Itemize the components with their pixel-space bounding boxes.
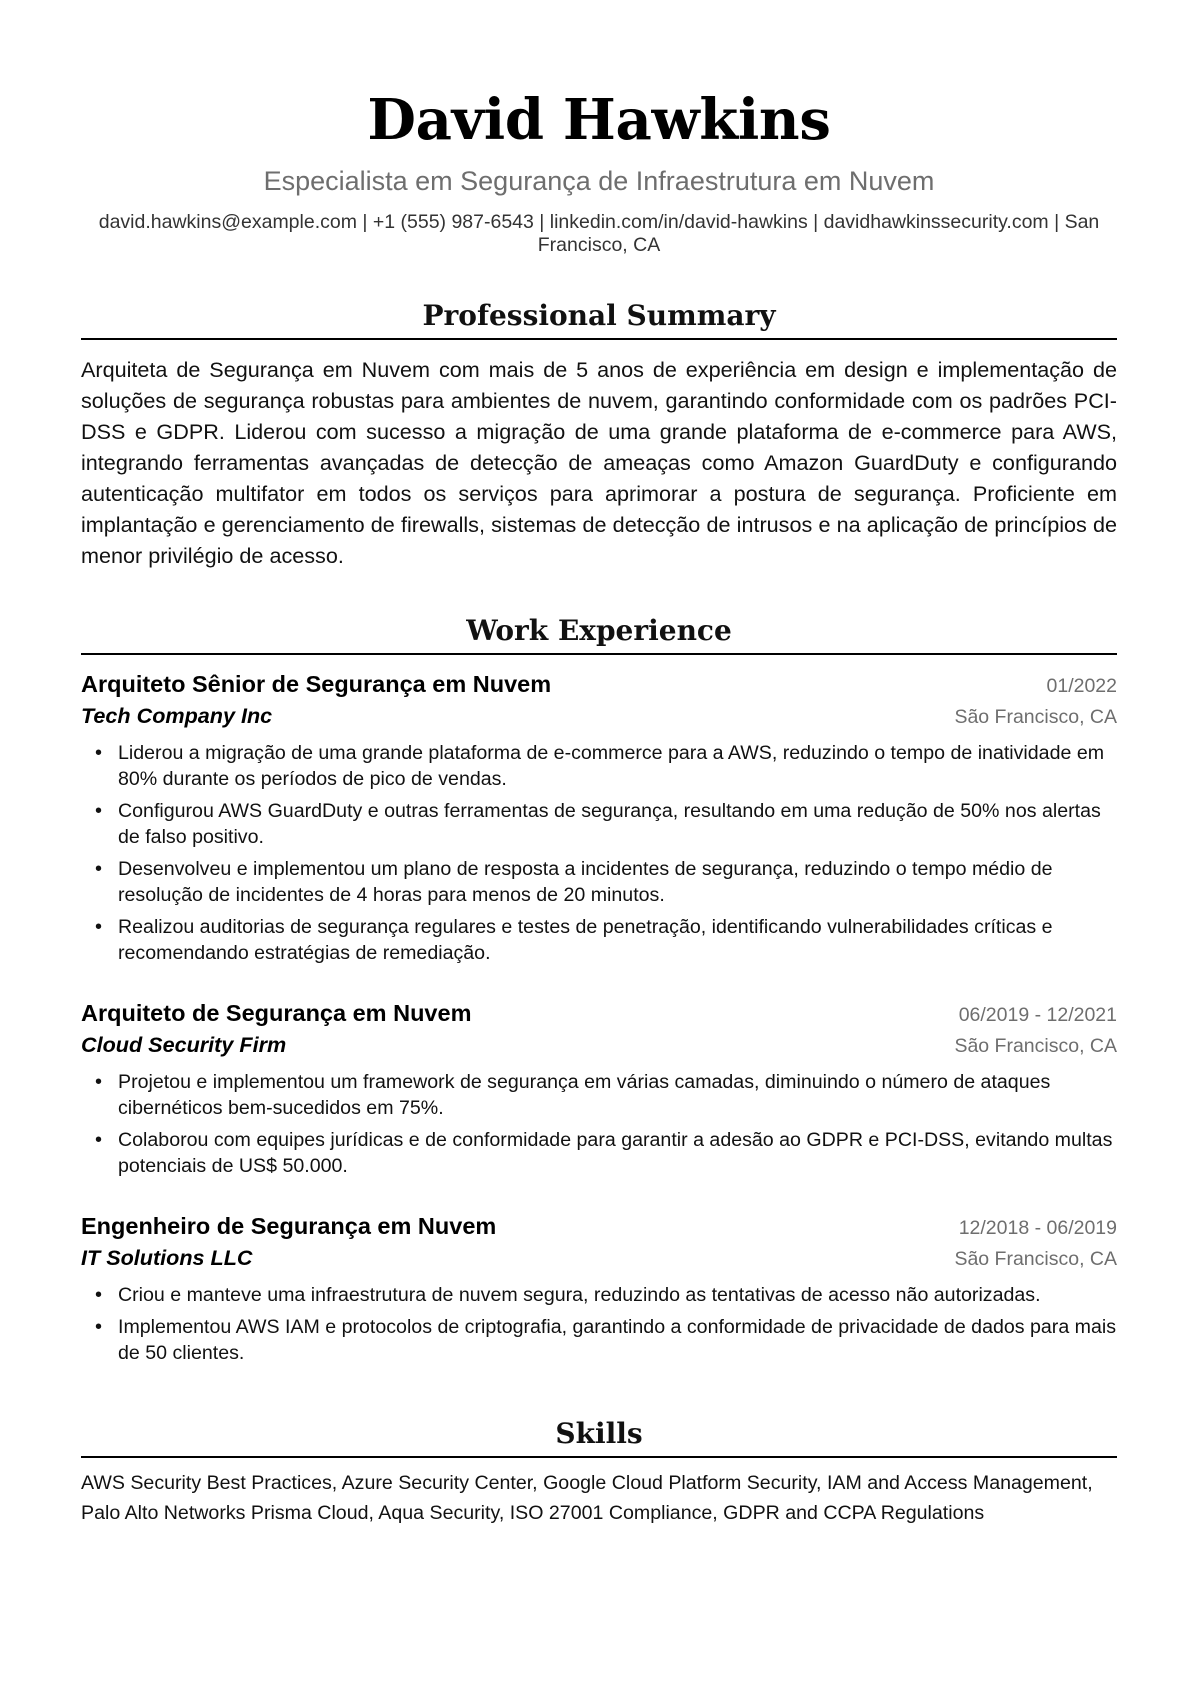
- job-bullets: [81, 1069, 1117, 1179]
- job-date: 01/2022: [1046, 675, 1117, 697]
- job-bullet: • Configurou AWS GuardDuty e outras ferramentas de segurança, resultando em uma redução de 50% nos alertas de falso positivo.: [81, 798, 1117, 850]
- job-location: São Francisco, CA: [954, 1035, 1117, 1057]
- job-bullet: • Implementou AWS IAM e protocolos de criptografia, garantindo a conformidade de privacidade de dados para mais de 50 clientes.: [81, 1314, 1117, 1366]
- contact-line: david.hawkins@example.com | +1 (555) 987-6543 | linkedin.com/in/david-hawkins | davidhawkinssecurity.com | San Francisco, CA: [98, 211, 1100, 256]
- job-date: 12/2018 - 06/2019: [958, 1217, 1117, 1239]
- job-bullets: [81, 740, 1117, 966]
- job-location: São Francisco, CA: [954, 706, 1117, 728]
- job-bullet: • Colaborou com equipes jurídicas e de conformidade para garantir a adesão ao GDPR e PCI-DSS, evitando multas potenciais de US$ 50.000.: [81, 1127, 1117, 1179]
- job-location: São Francisco, CA: [954, 1248, 1117, 1270]
- job-title: Arquiteto Sênior de Segurança em Nuvem: [81, 671, 552, 697]
- summary-text: Arquiteta de Segurança em Nuvem com mais de 5 anos de experiência em design e implementação de soluções de segurança robustas para ambientes de nuvem, garantindo conformidade com os padrões PCI-DSS e GDPR. Liderou com sucesso a migração de uma grande plataforma de e-commerce para AWS, integrando ferramentas avançadas de detecção de ameaças como Amazon GuardDuty e configurando autenticação multifator em todos os serviços para aprimorar a postura de segurança. Proficiente em implantação e gerenciamento de firewalls, sistemas de detecção de intrusos e na aplicação de princípios de menor privilégio de acesso.: [81, 357, 1117, 568]
- job-company: IT Solutions LLC: [81, 1245, 253, 1270]
- skills-text: AWS Security Best Practices, Azure Security Center, Google Cloud Platform Security, IAM and Access Management, Palo Alto Networks Prisma Cloud, Aqua Security, ISO 27001 Compliance, GDPR and CCPA Regulations: [81, 1472, 1093, 1524]
- job-entry: [81, 998, 1117, 1179]
- candidate-title: Especialista em Segurança de Infraestrutura em Nuvem: [263, 166, 935, 196]
- summary-section: [81, 298, 1117, 571]
- job-date: 06/2019 - 12/2021: [958, 1004, 1117, 1026]
- job-bullet: • Projetou e implementou um framework de segurança em várias camadas, diminuindo o número de ataques cibernéticos bem-sucedidos em 75%.: [81, 1069, 1117, 1121]
- candidate-name: David Hawkins: [367, 87, 831, 153]
- work-experience-section: [81, 613, 1117, 1366]
- skills-heading: Skills: [81, 1416, 1117, 1458]
- job-entry: [81, 1211, 1117, 1366]
- job-title: Engenheiro de Segurança em Nuvem: [81, 1213, 497, 1239]
- resume-page: [81, 0, 1117, 1528]
- summary-heading: Professional Summary: [81, 298, 1117, 340]
- work-experience-heading: Work Experience: [81, 613, 1117, 655]
- job-company: Tech Company Inc: [81, 703, 273, 728]
- job-entry: [81, 669, 1117, 966]
- job-bullet: • Desenvolveu e implementou um plano de resposta a incidentes de segurança, reduzindo o tempo médio de resolução de incidentes de 4 horas para menos de 20 minutos.: [81, 856, 1117, 908]
- skills-section: [81, 1416, 1117, 1528]
- job-bullet: • Realizou auditorias de segurança regulares e testes de penetração, identificando vulnerabilidades críticas e recomendando estratégias de remediação.: [81, 914, 1117, 966]
- job-title: Arquiteto de Segurança em Nuvem: [81, 1000, 472, 1026]
- resume-header: [81, 0, 1117, 257]
- job-company: Cloud Security Firm: [81, 1032, 287, 1057]
- job-bullet: • Liderou a migração de uma grande plataforma de e-commerce para a AWS, reduzindo o tempo de inatividade em 80% durante os períodos de pico de vendas.: [81, 740, 1117, 792]
- job-bullets: [81, 1282, 1117, 1366]
- job-bullet: • Criou e manteve uma infraestrutura de nuvem segura, reduzindo as tentativas de acesso não autorizadas.: [81, 1282, 1117, 1308]
